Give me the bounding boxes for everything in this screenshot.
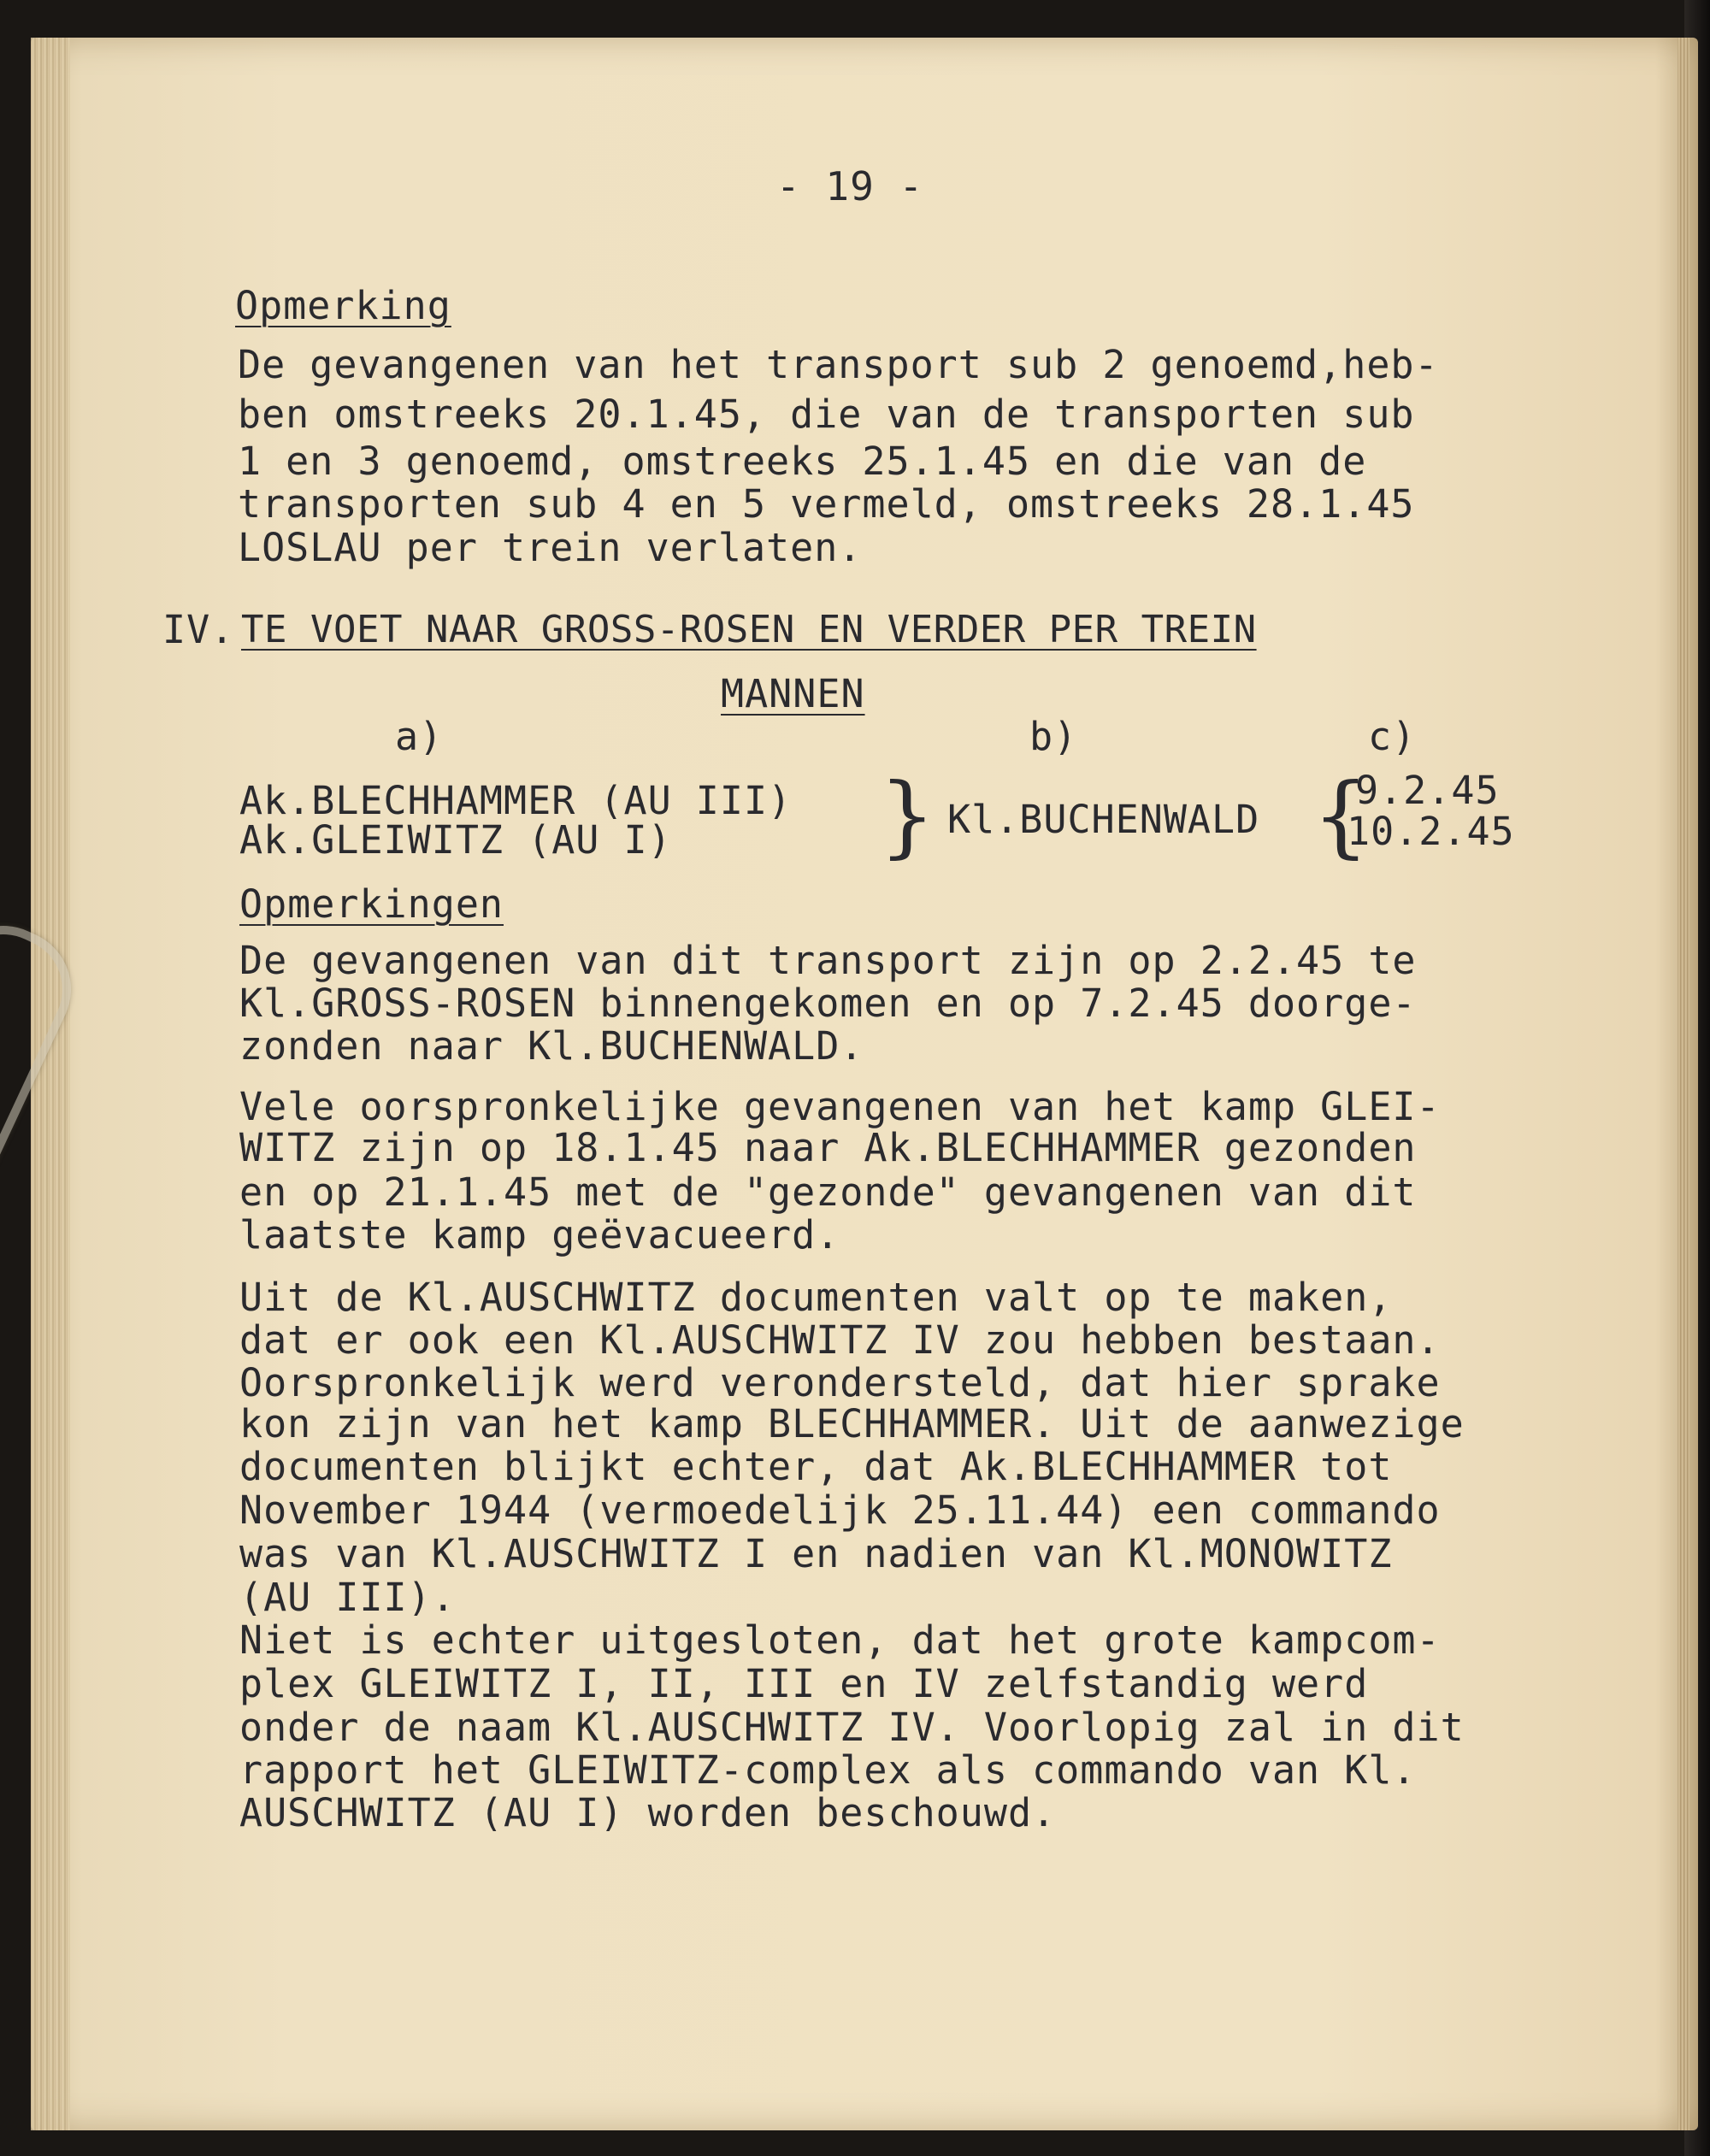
p2-line-4: laatste kamp geëvacueerd. bbox=[239, 1212, 840, 1258]
p3-line-12: rapport het GLEIWITZ-complex als commando van Kl. bbox=[239, 1747, 1417, 1793]
column-label-c: c) bbox=[1368, 714, 1417, 759]
p1-line-3: zonden naar Kl.BUCHENWALD. bbox=[239, 1023, 864, 1069]
p3-line-13: AUSCHWITZ (AU I) worden beschouwd. bbox=[239, 1790, 1057, 1835]
right-brace-mark: } bbox=[879, 763, 936, 868]
section-subheading: MANNEN bbox=[721, 671, 865, 716]
remark-line-1: De gevangenen van het transport sub 2 genoemd,heb- bbox=[238, 342, 1439, 387]
p3-line-3: Oorspronkelijk werd verondersteld, dat hier sprake bbox=[239, 1360, 1441, 1405]
p2-line-1: Vele oorspronkelijke gevangenen van het kamp GLEI- bbox=[239, 1084, 1441, 1129]
remarks-heading: Opmerkingen bbox=[239, 881, 504, 927]
page-binding-edge bbox=[31, 38, 70, 2130]
p1-line-2: Kl.GROSS-ROSEN binnengekomen en op 7.2.45 doorge- bbox=[239, 981, 1417, 1026]
p3-line-10: plex GLEIWITZ I, II, III en IV zelfstandig werd bbox=[239, 1661, 1369, 1706]
p1-line-1: De gevangenen van dit transport zijn op 2.2.45 te bbox=[239, 938, 1417, 983]
p3-line-9: Niet is echter uitgesloten, dat het grote kampcom- bbox=[239, 1617, 1441, 1663]
page-number: - 19 - bbox=[776, 163, 924, 209]
left-brace-mark: { bbox=[1312, 763, 1370, 868]
remark-line-5: LOSLAU per trein verlaten. bbox=[238, 525, 863, 570]
p3-line-6: November 1944 (vermoedelijk 25.11.44) een commando bbox=[239, 1487, 1441, 1533]
remark-heading: Opmerking bbox=[235, 283, 451, 328]
p2-line-3: en op 21.1.45 met de "gezonde" gevangenen van dit bbox=[239, 1169, 1417, 1215]
p3-line-8: (AU III). bbox=[239, 1575, 456, 1620]
remark-line-4: transporten sub 4 en 5 vermeld, omstreeks 28.1.45 bbox=[238, 481, 1415, 527]
column-label-b: b) bbox=[1029, 714, 1078, 759]
p3-line-11: onder de naam Kl.AUSCHWITZ IV. Voorlopig zal in dit bbox=[239, 1705, 1465, 1750]
p3-line-1: Uit de Kl.AUSCHWITZ documenten valt op te maken, bbox=[239, 1275, 1393, 1320]
camp-blechhammer: Ak.BLECHHAMMER (AU III) bbox=[239, 778, 793, 823]
p3-line-5: documenten blijkt echter, dat Ak.BLECHHAMMER tot bbox=[239, 1444, 1393, 1489]
page-stack-edge bbox=[1678, 38, 1689, 2130]
destination-buchenwald: Kl.BUCHENWALD bbox=[947, 797, 1260, 842]
date-2: 10.2.45 bbox=[1347, 809, 1515, 854]
column-label-a: a) bbox=[395, 714, 444, 759]
section-heading: TE VOET NAAR GROSS-ROSEN EN VERDER PER TREIN bbox=[241, 608, 1257, 651]
p3-line-2: dat er ook een Kl.AUSCHWITZ IV zou hebben bestaan. bbox=[239, 1317, 1441, 1363]
camp-gleiwitz: Ak.GLEIWITZ (AU I) bbox=[239, 817, 672, 863]
date-1: 9.2.45 bbox=[1355, 768, 1500, 813]
p2-line-2: WITZ zijn op 18.1.45 naar Ak.BLECHHAMMER gezonden bbox=[239, 1125, 1417, 1170]
p3-line-4: kon zijn van het kamp BLECHHAMMER. Uit de aanwezige bbox=[239, 1401, 1465, 1446]
section-number: IV. bbox=[162, 607, 235, 652]
p3-line-7: was van Kl.AUSCHWITZ I en nadien van Kl.MONOWITZ bbox=[239, 1531, 1393, 1576]
remark-line-3: 1 en 3 genoemd, omstreeks 25.1.45 en die van de bbox=[238, 439, 1367, 484]
remark-line-2: ben omstreeks 20.1.45, die van de transporten sub bbox=[238, 392, 1415, 437]
